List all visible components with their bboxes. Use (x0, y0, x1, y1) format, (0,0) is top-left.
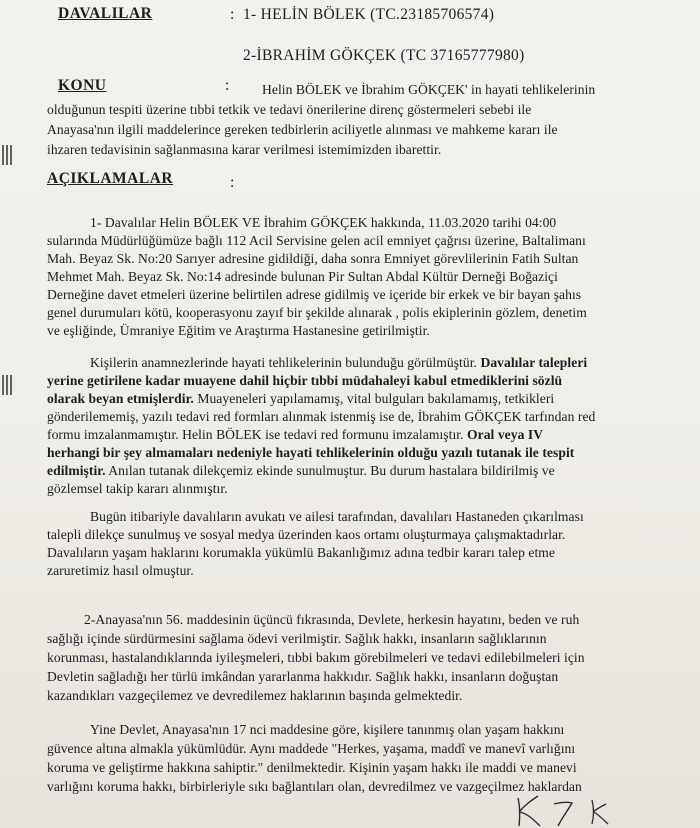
paragraph-line (47, 463, 555, 479)
paragraph-line: 1- Davalılar Helin BÖLEK VE İbrahim GÖKÇEK hakkında, 11.03.2020 tarihi 04:00 (90, 215, 557, 230)
paragraph-line: 2-Anayasa'nın 56. maddesinin üçüncü fıkrasında, Devlete, herkesin hayatını, beden ve ruh (84, 612, 580, 627)
bold-text-run: olarak beyan etmişlerdir. (47, 391, 194, 406)
konu-line: ihzaren tedavisinin sağlanmasına karar verilmesi istemimizden ibarettir. (47, 142, 442, 157)
text-run: Anılan tutanak dilekçemiz ekinde sunulmuştur. Bu durum hastalara bildirilmiş ve (105, 463, 555, 478)
punch-hole-mark (2, 375, 12, 395)
punch-hole-mark (2, 145, 12, 165)
aciklamalar-separator: : (230, 174, 235, 191)
paragraph-line (47, 445, 574, 461)
paragraph-line: Mehmet Mah. Beyaz Sk. No:14 adresinde bulunan Pir Sultan Abdal Kültür Derneği Boğaziçi (47, 269, 558, 284)
paragraph-line: güvence altına almakla yükümlüdür. Aynı maddede "Herkes, yaşama, maddî ve manevî varlığını (47, 741, 576, 756)
defendant-2: 2-İBRAHİM GÖKÇEK (TC 37165777980) (243, 47, 525, 64)
paragraph-line (47, 427, 543, 443)
text-run: Muayeneleri yapılamamış, vital bulguları bakılamamış, tetkikleri (193, 391, 555, 406)
paragraph-line: sağlığı içinde sürdürmesini sağlama ödevi verilmiştir. Sağlık hakkı, insanların sağlıklarının (47, 631, 547, 646)
paragraph-line: kazandıkları vazgeçilemez ve devredilemez haklarının başında gelmektedir. (47, 688, 463, 703)
paragraph-line: Devletin sağladığı her türlü imkândan yararlanma hakkıdır. Sağlık hakkı, insanların doğuştan (47, 669, 559, 684)
konu-line: Helin BÖLEK ve İbrahim GÖKÇEK' in hayati tehlikelerinin (262, 82, 596, 97)
bold-text-run: Davalılar talepleri (480, 355, 588, 370)
konu-separator: : (225, 77, 230, 94)
text-run: Kişilerin anamnezlerinde hayati tehlikelerinin bulunduğu görülmüştür. (90, 355, 481, 370)
paragraph-line: Bugün itibariyle davalıların avukatı ve ailesi tarafından, davalıları Hastaneden çıkarılması (90, 509, 584, 524)
paragraph-line: talepli dilekçe sunulmuş ve sosyal medya üzerinden kaos ortamı oluşturmaya çalışmaktadırlar. (47, 527, 566, 542)
paragraph-line: koruma ve geliştirme hakkına sahiptir." denilmektedir. Kişinin yaşam hakkı ile maddi ve manevi (47, 760, 577, 775)
paragraph-line (47, 409, 595, 425)
davalilar-heading: DAVALILAR (58, 5, 153, 22)
paragraph-line (47, 373, 562, 389)
handwritten-signature (510, 790, 650, 828)
konu-heading: KONU (58, 77, 107, 94)
bold-text-run: herhangi bir şey almamaları nedeniyle hayati tehlikelerinin olduğu yazılı tutanak ile tespit (47, 445, 575, 460)
paragraph-line: Derneğine davet etmeleri üzerine belirtilen adrese gidilmiş ve içeride bir erkek ve bir bayan şahıs (47, 287, 582, 302)
paragraph-line: ve eşliğinde, Ümraniye Eğitim ve Araştırma Hastanesine getirilmiştir. (47, 323, 430, 338)
davalilar-separator: : (230, 6, 235, 23)
aciklamalar-heading: AÇIKLAMALAR (47, 170, 174, 187)
paragraph-line: sularında Müdürlüğümüze bağlı 112 Acil Servisine gelen acil emniyet çağrısı üzerine, Baltalimanı (47, 233, 586, 248)
paragraph-line: Davalıların yaşam haklarını korumakla yükümlü Bakanlığımız adına tedbir kararı talep etme (47, 545, 556, 560)
paragraph-line: zaruretimiz hasıl olmuştur. (47, 563, 194, 578)
konu-line: Anayasa'nın ilgili maddelerince gereken tedbirlerin aciliyetle alınması ve mahkeme kararı ile (47, 122, 558, 137)
text-run: gönderilememiş, yazılı tedavi red formları alınmak istenmiş ise de, İbrahim GÖKÇEK tarfından red (47, 409, 596, 424)
bold-text-run: edilmiştir. (47, 463, 106, 478)
paragraph-line (47, 391, 554, 407)
paragraph-line (90, 355, 587, 371)
konu-line: olduğunun tespiti üzerine tıbbi tetkik ve tedavi önerilerine direnç göstermeleri sebebi ile (47, 102, 532, 117)
defendant-1: 1- HELİN BÖLEK (TC.23185706574) (243, 6, 495, 23)
paragraph-line: Mah. Beyaz Sk. No:20 Sarıyer adresine gidildiği, daha sonra Emniyet görevlilerinin Fatih Sultan (47, 251, 579, 266)
paragraph-line (47, 481, 228, 497)
text-run: formu imzalanmamıştır. Helin BÖLEK ise tedavi red formunu imzalamıştır. (47, 427, 467, 442)
paragraph-line: varlığını koruma hakkı, birbirleriyle sıkı bağlantıları olan, devredilmez ve vazgeçilmez haklardan (47, 779, 582, 794)
paragraph-line: korunması, hastalandıklarında iyileşmeleri, tıbbi bakım görebilmeleri ve tedavi edilebilmeleri için (47, 650, 585, 665)
paragraph-line: Yine Devlet, Anayasa'nın 17 nci maddesine göre, kişilere tanınmış olan yaşam hakkını (90, 722, 565, 737)
text-run: gözlemsel takip kararı alınmıştır. (47, 481, 228, 496)
bold-text-run: yerine getirilene kadar muayene dahil hiçbir tıbbi müdahaleyi kabul etmediklerini sözlü (47, 373, 563, 388)
paragraph-line: genel durumuları kötü, kooperasyonu zayıf bir şekilde alınarak , polis ekiplerinin gözlem, denetim (47, 305, 587, 320)
bold-text-run: Oral veya IV (467, 427, 544, 442)
